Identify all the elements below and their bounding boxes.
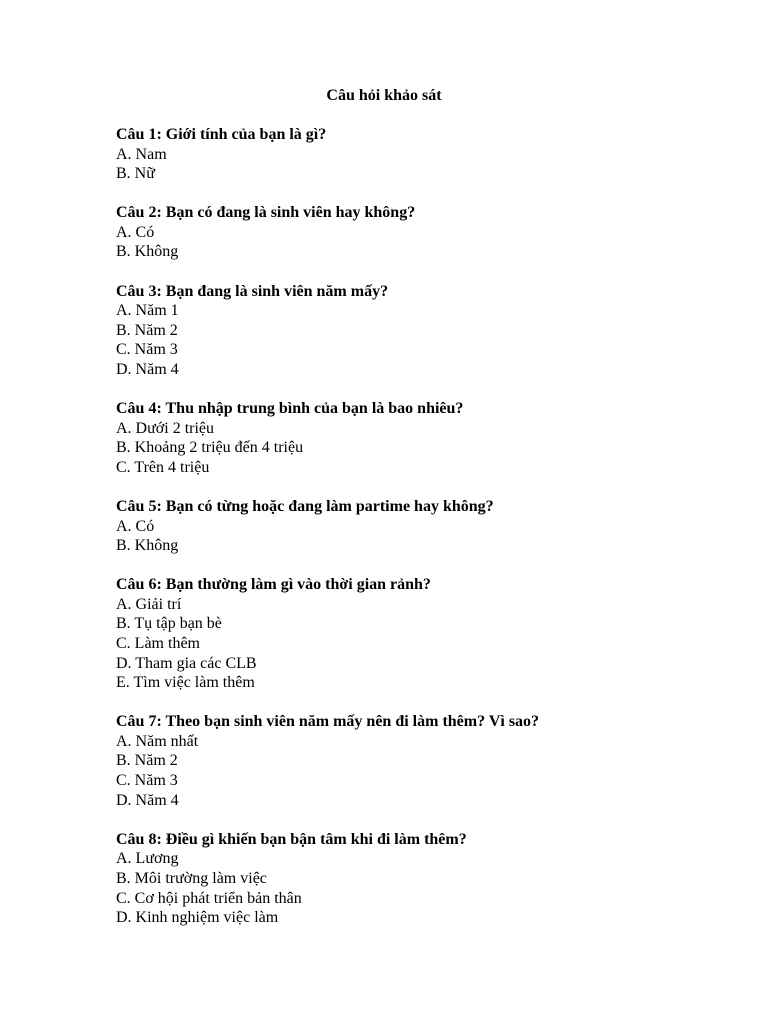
question-block-6: [116, 575, 716, 693]
answer-option: A. Có: [116, 517, 155, 535]
answer-option: E. Tìm việc làm thêm: [116, 674, 255, 692]
answer-option: C. Năm 3: [116, 772, 178, 790]
answer-option: A. Dưới 2 triệu: [116, 419, 215, 437]
answer-option: B. Năm 2: [116, 752, 178, 770]
question-text: Câu 1: Giới tính của bạn là gì?: [116, 126, 327, 143]
survey-questions: [116, 125, 716, 947]
answer-option: D. Kinh nghiệm việc làm: [116, 909, 279, 927]
question-text: Câu 7: Theo bạn sinh viên năm mấy nên đi làm thêm? Vì sao?: [116, 713, 540, 731]
question-block-5: [116, 497, 716, 556]
answer-option: C. Cơ hội phát triển bản thân: [116, 889, 302, 907]
answer-option: D. Tham gia các CLB: [116, 654, 257, 672]
answer-option: A. Năm 1: [116, 302, 179, 320]
answer-option: C. Làm thêm: [116, 634, 200, 652]
answer-option: A. Có: [116, 223, 155, 241]
question-text: Câu 4: Thu nhập trung bình của bạn là bao nhiêu?: [116, 400, 464, 418]
question-block-3: [116, 282, 716, 380]
answer-option: B. Không: [116, 537, 179, 555]
question-block-7: [116, 712, 716, 810]
answer-option: B. Tụ tập bạn bè: [116, 615, 222, 633]
question-text: Câu 5: Bạn có từng hoặc đang làm partime hay không?: [116, 497, 494, 515]
answer-option: A. Nam: [116, 145, 167, 163]
question-text: Câu 6: Bạn thường làm gì vào thời gian rảnh?: [116, 576, 431, 594]
question-block-2: [116, 203, 716, 262]
answer-option: A. Năm nhất: [116, 732, 199, 750]
question-block-1: [116, 125, 716, 184]
question-block-4: [116, 399, 716, 477]
answer-option: B. Khoảng 2 triệu đến 4 triệu: [116, 439, 304, 457]
question-text: Câu 3: Bạn đang là sinh viên năm mấy?: [116, 282, 389, 300]
answer-option: B. Môi trường làm việc: [116, 869, 267, 887]
question-text: Câu 8: Điều gì khiến bạn bận tâm khi đi làm thêm?: [116, 830, 467, 848]
page-title: Câu hỏi khảo sát: [326, 87, 442, 104]
answer-option: D. Năm 4: [116, 791, 179, 809]
answer-option: A. Giải trí: [116, 595, 182, 613]
question-block-8: [116, 830, 716, 928]
answer-option: B. Năm 2: [116, 321, 178, 339]
question-text: Câu 2: Bạn có đang là sinh viên hay không?: [116, 204, 416, 222]
answer-option: C. Trên 4 triệu: [116, 458, 210, 476]
answer-option: A. Lương: [116, 850, 179, 868]
answer-option: B. Không: [116, 243, 179, 261]
answer-option: C. Năm 3: [116, 341, 178, 359]
answer-option: D. Năm 4: [116, 360, 179, 378]
answer-option: B. Nữ: [116, 165, 155, 183]
